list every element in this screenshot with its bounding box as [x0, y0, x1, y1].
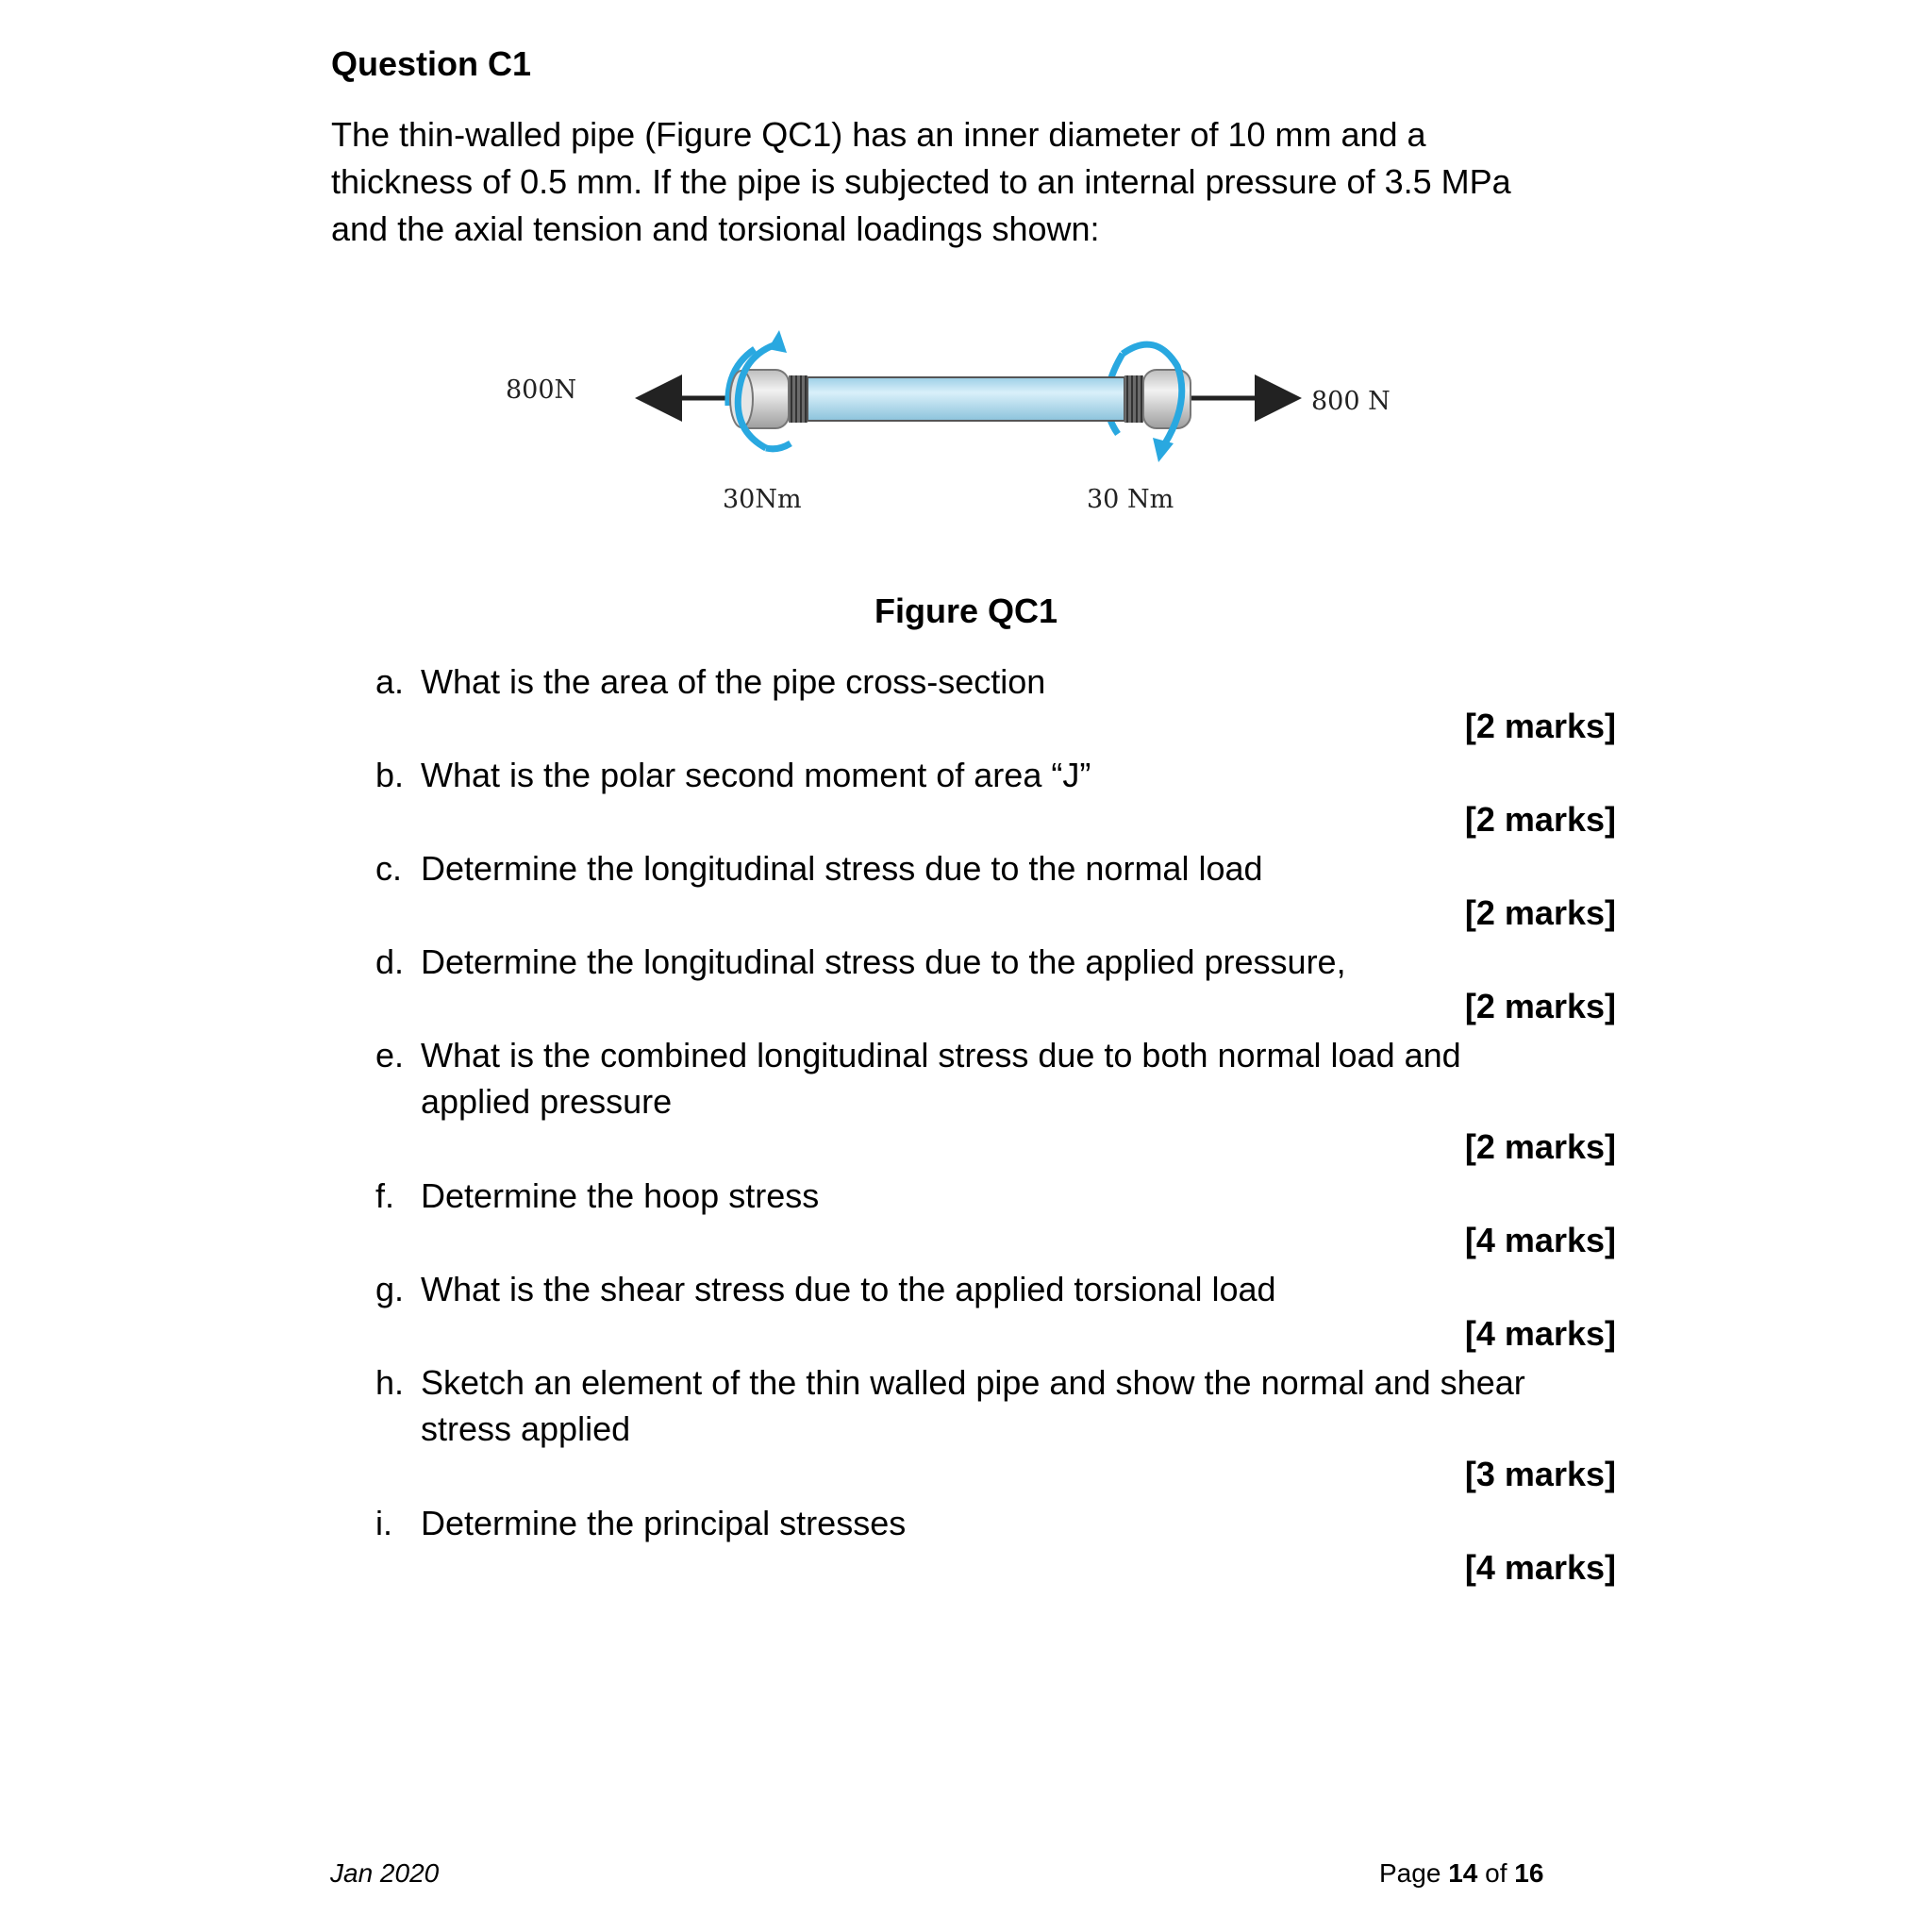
question-line: What is the shear stress due to the applied torsional load: [421, 1270, 1276, 1308]
question-line: applied pressure: [421, 1082, 673, 1121]
question-line: Determine the principal stresses: [421, 1504, 907, 1542]
page-total: 16: [1514, 1858, 1544, 1888]
figure-caption: Figure QC1: [874, 591, 1058, 630]
question-title: Question C1: [331, 44, 532, 83]
question-text: [421, 1359, 1600, 1452]
question-letter: f.: [375, 1176, 395, 1215]
marks-g: [4 marks]: [1464, 1314, 1616, 1353]
question-letter: d.: [375, 942, 405, 981]
question-letter: b.: [375, 756, 405, 794]
marks-c: [2 marks]: [1464, 893, 1616, 932]
marks-h: [3 marks]: [1464, 1455, 1616, 1493]
question-line: What is the area of the pipe cross-section: [421, 662, 1046, 701]
intro-line: The thin-walled pipe (Figure QC1) has an inner diameter of 10 mm and a: [331, 115, 1426, 154]
page-prefix: Page: [1379, 1858, 1441, 1888]
marks-b: [2 marks]: [1464, 800, 1616, 839]
question-letter: g.: [375, 1270, 405, 1308]
question-text: [421, 658, 1600, 705]
right-force-label: 800 N: [1311, 387, 1391, 416]
question-line: What is the polar second moment of area “J”: [421, 756, 1091, 794]
intro-line: and the axial tension and torsional loadings shown:: [331, 209, 1100, 248]
question-text: [421, 752, 1600, 798]
question-letter: c.: [375, 849, 403, 888]
footer-date: Jan 2020: [330, 1858, 440, 1888]
question-text: [421, 845, 1600, 891]
question-line: Determine the hoop stress: [421, 1176, 820, 1215]
question-letter: a.: [375, 662, 405, 701]
question-text: [421, 1032, 1600, 1124]
question-line: Determine the longitudinal stress due to the normal load: [421, 849, 1263, 888]
intro-line: thickness of 0.5 mm. If the pipe is subjected to an internal pressure of 3.5 MPa: [331, 162, 1511, 201]
marks-a: [2 marks]: [1464, 707, 1616, 745]
question-letter: e.: [375, 1036, 405, 1074]
question-line: stress applied: [421, 1409, 631, 1448]
question-line: Determine the longitudinal stress due to the applied pressure,: [421, 942, 1346, 981]
footer-page-number: [1379, 1857, 1543, 1890]
right-torque-label: 30 Nm: [1087, 485, 1174, 514]
marks-i: [4 marks]: [1464, 1548, 1616, 1587]
question-line: Sketch an element of the thin walled pipe and show the normal and shear: [421, 1363, 1525, 1402]
question-letter: i.: [375, 1504, 392, 1542]
question-text: [421, 1266, 1600, 1312]
page-current: 14: [1448, 1858, 1478, 1888]
page-of: of: [1485, 1858, 1507, 1888]
marks-f: [4 marks]: [1464, 1221, 1616, 1259]
question-letter: h.: [375, 1363, 405, 1402]
question-text: [421, 939, 1600, 985]
left-force-label: 800N: [506, 375, 577, 405]
question-line: What is the combined longitudinal stress due to both normal load and: [421, 1036, 1461, 1074]
left-torque-label: 30Nm: [723, 485, 802, 514]
marks-e: [2 marks]: [1464, 1127, 1616, 1166]
marks-d: [2 marks]: [1464, 987, 1616, 1025]
question-text: [421, 1173, 1600, 1219]
question-text: [421, 1500, 1600, 1546]
